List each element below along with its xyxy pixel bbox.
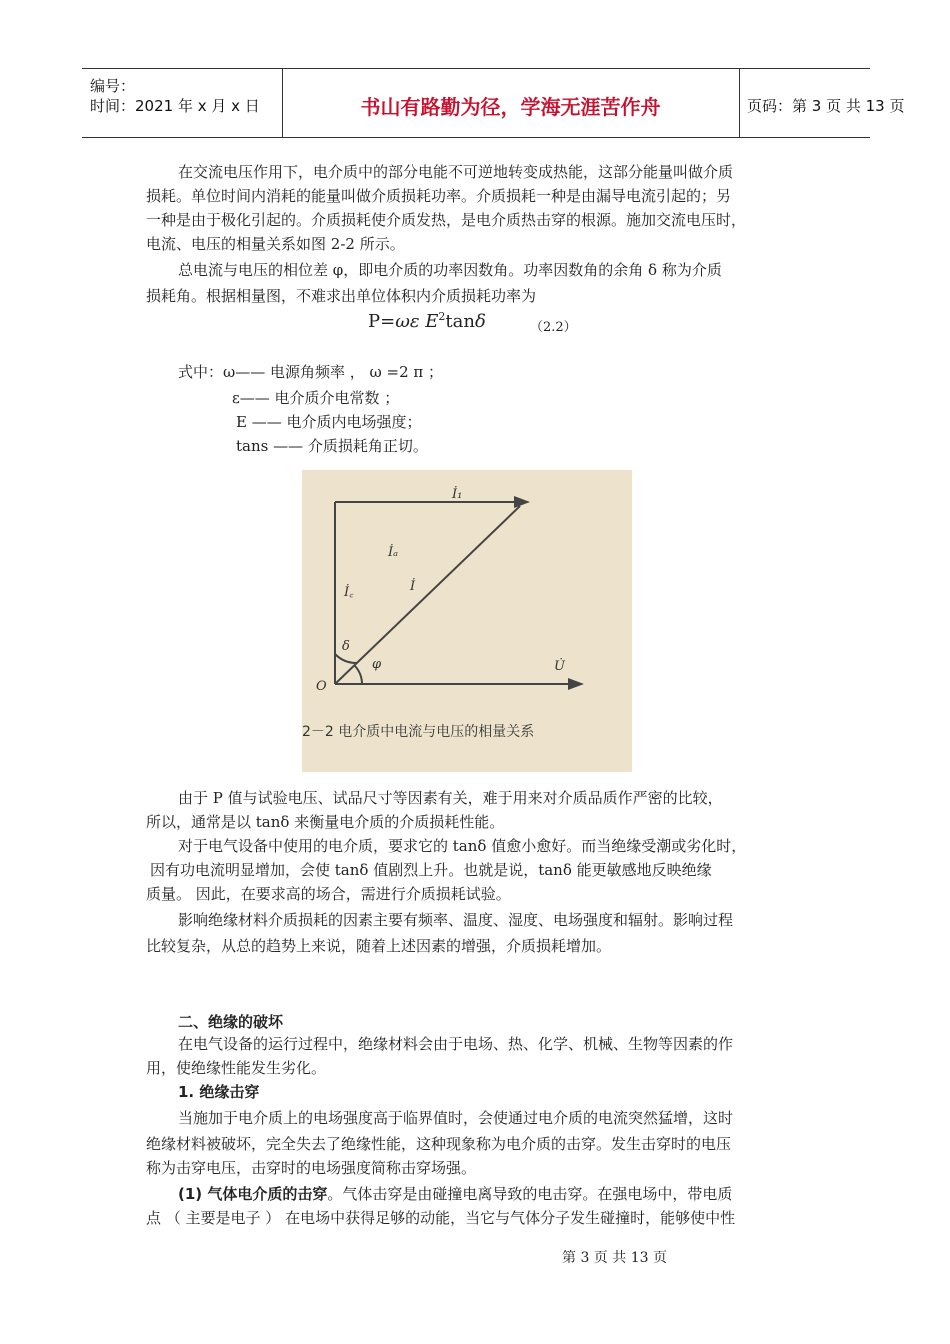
para2-line1: 总电流与电压的相位差 φ，即电介质的功率因数角。功率因数角的余角 δ 称为介质 <box>178 261 722 279</box>
para6-line2: 用，使绝缘性能发生劣化。 <box>146 1059 327 1077</box>
where-omega: 式中：ω—— 电源角频率 ， ω =2 π ； <box>178 363 444 381</box>
page-footer: 第 3 页 共 13 页 <box>562 1250 667 1266</box>
para8-text: 。气体击穿是由碰撞电离导致的电击穿。在强电场中，带电质 <box>327 1185 733 1203</box>
para1-line4: 电流、电压的相量关系如图 2-2 所示。 <box>146 235 405 253</box>
where-e: E —— 电介质内电场强度； <box>236 413 422 431</box>
phasor-figure <box>302 470 632 772</box>
header-page-cell <box>739 69 905 137</box>
para1-line1: 在交流电压作用下，电介质中的部分电能不可逆地转变成热能，这部分能量叫做介质 <box>178 163 734 181</box>
header-left-cell <box>82 69 283 137</box>
where-tan: tans —— 介质损耗角正切。 <box>236 437 428 455</box>
label-delta: δ <box>342 639 350 654</box>
motto: 书山有路勤为径，学海无涯苦作舟 <box>360 95 661 119</box>
label-ic: İ꜀ <box>344 585 354 600</box>
formula-number: （2.2） <box>530 320 577 335</box>
sub1-title: 1. 绝缘击穿 <box>178 1083 260 1101</box>
loss-power-formula: P=ωε $E^2\tan\delta$ <box>368 310 486 332</box>
section2-title: 二、绝缘的破坏 <box>178 1013 284 1031</box>
para1-line2: 损耗。单位时间内消耗的能量叫做介质损耗功率。介质损耗一种是由漏导电流引起的；另 <box>146 187 732 205</box>
delta-arc <box>335 654 357 663</box>
label-o: O <box>316 679 327 694</box>
figure-caption: 2－2 电介质中电流与电压的相量关系 <box>302 724 535 740</box>
label-phi: φ <box>372 657 382 672</box>
header-motto-cell <box>282 69 740 137</box>
label-ia: İₐ <box>388 545 399 560</box>
para8-line1 <box>178 1182 732 1206</box>
para3-line2: 所以，通常是以 tanδ 来衡量电介质的介质损耗性能。 <box>146 813 505 831</box>
para4-line2: 因有功电流明显增加，会使 tanδ 值剧烈上升。也就是说，tanδ 能更敏感地反映绝缘 <box>150 861 712 879</box>
para5-line1: 影响绝缘材料介质损耗的因素主要有频率、温度、湿度、电场强度和辐射。影响过程 <box>178 911 734 929</box>
para2-line2: 损耗角。根据相量图，不难求出单位体积内介质损耗功率为 <box>146 287 537 305</box>
number-label: 编号： <box>90 77 136 95</box>
phi-arc <box>355 666 362 684</box>
para1-line3: 一种是由于极化引起的。介质损耗使介质发热，是电介质热击穿的根源。施加交流电压时， <box>146 211 747 229</box>
para5-line2: 比较复杂，从总的趋势上来说，随着上述因素的增强，介质损耗增加。 <box>146 937 612 955</box>
label-i1: İ₁ <box>452 487 463 502</box>
i1-arrowhead <box>514 496 530 508</box>
para6-line1: 在电气设备的运行过程中，绝缘材料会由于电场、热、化学、机械、生物等因素的作 <box>178 1035 734 1053</box>
u-arrowhead <box>568 678 584 690</box>
para8-line2: 点 （ 主要是电子 ） 在电场中获得足够的动能，当它与气体分子发生碰撞时，能够使中性 <box>146 1209 736 1227</box>
para4-line1: 对于电气设备中使用的电介质，要求它的 tanδ 值愈小愈好。而当绝缘受潮或劣化时， <box>178 837 747 855</box>
para7-line1: 当施加于电介质上的电场强度高于临界值时，会使通过电介质的电流突然猛增，这时 <box>178 1109 734 1127</box>
label-u: U̇ <box>554 659 565 674</box>
i-phasor-line <box>335 506 520 684</box>
gas-breakdown-heading: (1) 气体电介质的击穿 <box>178 1185 328 1203</box>
page-label: 页码：第 3 页 共 13 页 <box>747 97 905 115</box>
time-label: 时间：2021 年 x 月 x 日 <box>90 97 260 115</box>
para4-line3: 质量。 因此，在要求高的场合，需进行介质损耗试验。 <box>146 885 511 903</box>
para3-line1: 由于 P 值与试验电压、试品尺寸等因素有关，难于用来对介质品质作严密的比较， <box>178 789 723 807</box>
para7-line3: 称为击穿电压，击穿时的电场强度简称击穿场强。 <box>146 1159 477 1177</box>
para7-line2: 绝缘材料被破坏，完全失去了绝缘性能，这种现象称为电介质的击穿。发生击穿时的电压 <box>146 1135 732 1153</box>
label-i: İ <box>410 579 416 594</box>
where-epsilon: ε—— 电介质介电常数 ； <box>232 389 400 407</box>
page-header <box>82 68 905 138</box>
